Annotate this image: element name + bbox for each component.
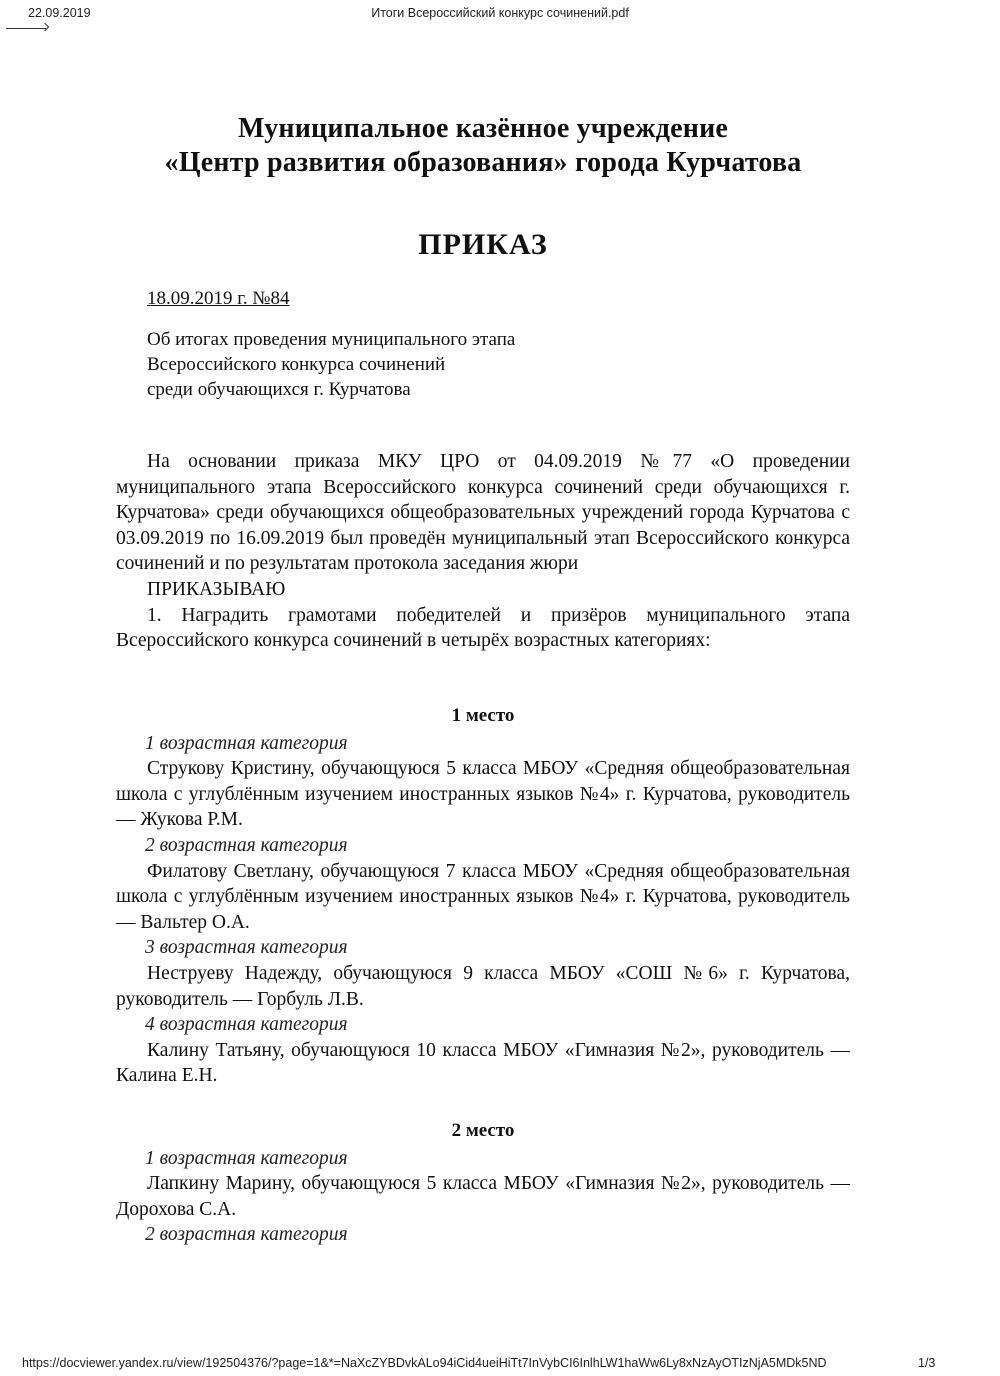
subject-line-1: Об итогах проведения муниципального этапа bbox=[147, 329, 516, 350]
print-footer bbox=[0, 1356, 1000, 1374]
order-date-text: 18.09.2019 г. №84 bbox=[147, 288, 290, 309]
winner-entry: Филатову Светлану, обучающуюся 7 класса МБОУ «Средняя общеобразовательная школа с углублённым изучением иностранных языков №4» г. Курчатова, руководитель — Вальтер О.А. bbox=[116, 860, 850, 933]
category-label: 4 возрастная категория bbox=[145, 1014, 348, 1036]
org-line-1: Муниципальное казённое учреждение bbox=[237, 113, 729, 144]
category-label: 2 возрастная категория bbox=[145, 834, 348, 856]
footer-page-number: 1/3 bbox=[918, 1356, 936, 1370]
arrow-icon bbox=[6, 22, 46, 29]
order-body bbox=[116, 449, 850, 654]
category-label: 1 возрастная категория bbox=[145, 1147, 348, 1169]
decree-word: ПРИКАЗЫВАЮ bbox=[147, 578, 286, 600]
item-1-paragraph: 1. Наградить грамотами победителей и призёров муниципального этапа Всероссийского конкурса сочинений в четырёх возрастных категориях: bbox=[116, 604, 850, 652]
category-label: 2 возрастная категория bbox=[145, 1224, 348, 1246]
footer-url: https://docviewer.yandex.ru/view/192504376/?page=1&*=NaXcZYBDvkALo94iCid4ueiHiTt7InVybCI6InlhLW1haWw6Ly8xNzAyOTIzNjA5MDk5ND bbox=[22, 1356, 827, 1370]
order-title bbox=[0, 228, 1000, 262]
basis-paragraph: На основании приказа МКУ ЦРО от 04.09.2019 №77 «О проведении муниципального этапа Всероссийского конкурса сочинений среди обучающихся г. Курчатова» среди обучающихся общеобразовательных учреждений города Курчатова с 03.09.2019 по 16.09.2019 был проведён муниципальный этап Всероссийского конкурса сочинений и по результатам протокола заседания жюри bbox=[116, 451, 850, 575]
first-place-heading: 1 место bbox=[451, 705, 515, 726]
organization-name bbox=[0, 112, 1000, 180]
winner-entry: Струкову Кристину, обучающуюся 5 класса МБОУ «Средняя общеобразовательная школа с углублённым изучением иностранных языков №4» г. Курчатова, руководитель — Жукова Р.М. bbox=[116, 758, 850, 831]
first-place-section bbox=[116, 703, 850, 1089]
category-label: 1 возрастная категория bbox=[145, 732, 348, 754]
second-place-section bbox=[116, 1118, 850, 1248]
org-line-2: «Центр развития образования» города Курчатова bbox=[164, 147, 802, 178]
subject-line-3: среди обучающихся г. Курчатова bbox=[147, 379, 411, 400]
winner-entry: Неструеву Надежду, обучающуюся 9 класса МБОУ «СОШ №6» г. Курчатова, руководитель — Горбуль Л.В. bbox=[116, 962, 850, 1010]
winner-entry: Лапкину Марину, обучающуюся 5 класса МБОУ «Гимназия №2», руководитель — Дорохова С.А. bbox=[116, 1173, 850, 1220]
category-label: 3 возрастная категория bbox=[145, 937, 348, 959]
winner-entry: Калину Татьяну, обучающуюся 10 класса МБОУ «Гимназия №2», руководитель — Калина Е.Н. bbox=[116, 1039, 850, 1087]
print-date: 22.09.2019 bbox=[28, 6, 91, 20]
order-title-text: ПРИКАЗ bbox=[418, 228, 548, 261]
second-place-heading: 2 место bbox=[451, 1120, 515, 1141]
print-header bbox=[0, 6, 1000, 28]
order-date bbox=[147, 288, 290, 310]
print-document-title: Итоги Всероссийский конкурс сочинений.pdf bbox=[371, 6, 629, 20]
subject-line-2: Всероссийского конкурса сочинений bbox=[147, 354, 446, 375]
order-subject bbox=[147, 327, 515, 402]
